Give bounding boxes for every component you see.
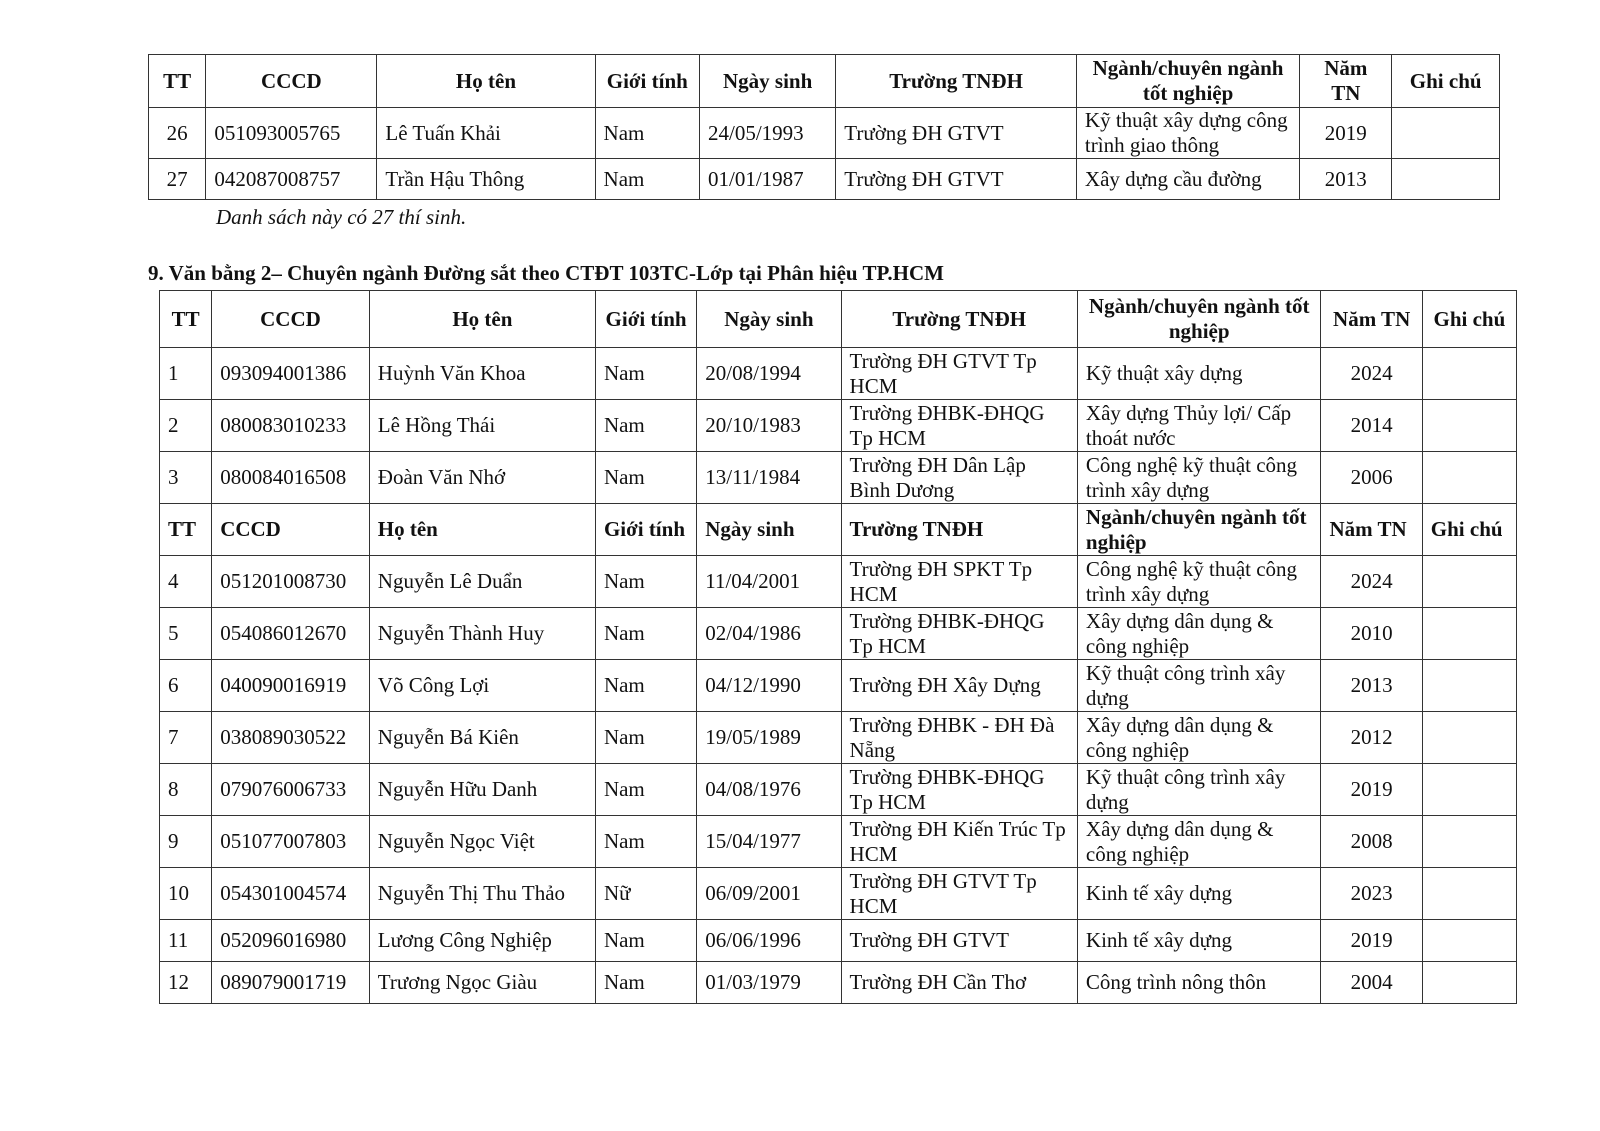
header-ngay-sinh: Ngày sinh	[700, 55, 836, 108]
cell-ho-ten: Nguyễn Lê Duẩn	[369, 556, 595, 608]
cell-cccd: 038089030522	[212, 712, 370, 764]
cell-ghi-chu	[1422, 608, 1516, 660]
table-row	[160, 608, 1517, 660]
table-header-row	[160, 291, 1517, 348]
cell-ngay-sinh: 04/12/1990	[697, 660, 841, 712]
cell-cccd: 040090016919	[212, 660, 370, 712]
cell-tt: 7	[160, 712, 212, 764]
cell-nam-tn: 2019	[1321, 764, 1422, 816]
cell-ngay-sinh: 24/05/1993	[700, 108, 836, 159]
cell-nam-tn: 2012	[1321, 712, 1422, 764]
cell-ghi-chu	[1422, 400, 1516, 452]
cell-ho-ten: Lê Hồng Thái	[369, 400, 595, 452]
cell-tt: 1	[160, 348, 212, 400]
cell-nam-tn: 2019	[1300, 108, 1392, 159]
header-ho-ten: Họ tên	[369, 291, 595, 348]
cell-tt: 5	[160, 608, 212, 660]
cell-tt: 9	[160, 816, 212, 868]
cell-ngay-sinh: Ngày sinh	[697, 504, 841, 556]
repeated-header-row	[160, 504, 1517, 556]
header-nganh: Ngành/chuyên ngành tốt nghiệp	[1077, 291, 1321, 348]
cell-truong: Trường ĐH GTVT	[836, 159, 1077, 200]
cell-ho-ten: Võ Công Lợi	[369, 660, 595, 712]
candidate-table-previous	[148, 54, 1500, 200]
cell-ngay-sinh: 11/04/2001	[697, 556, 841, 608]
cell-ngay-sinh: 15/04/1977	[697, 816, 841, 868]
cell-truong: Trường ĐHBK - ĐH Đà Nẵng	[841, 712, 1077, 764]
cell-ghi-chu	[1392, 159, 1500, 200]
candidate-count-note: Danh sách này có 27 thí sinh.	[216, 205, 467, 229]
header-ghi-chu: Ghi chú	[1392, 55, 1500, 108]
cell-gioi-tinh: Nam	[595, 556, 696, 608]
cell-nganh: Xây dựng dân dụng & công nghiệp	[1077, 608, 1321, 660]
cell-cccd: 093094001386	[212, 348, 370, 400]
header-cccd: CCCD	[212, 291, 370, 348]
cell-gioi-tinh: Nam	[595, 962, 696, 1004]
cell-ho-ten: Nguyễn Ngọc Việt	[369, 816, 595, 868]
cell-truong: Trường ĐH SPKT Tp HCM	[841, 556, 1077, 608]
cell-ghi-chu	[1422, 764, 1516, 816]
header-tt: TT	[160, 291, 212, 348]
cell-gioi-tinh: Giới tính	[595, 504, 696, 556]
cell-ghi-chu	[1422, 660, 1516, 712]
cell-ngay-sinh: 01/03/1979	[697, 962, 841, 1004]
cell-tt: 26	[149, 108, 206, 159]
cell-nam-tn: 2024	[1321, 348, 1422, 400]
cell-ngay-sinh: 06/06/1996	[697, 920, 841, 962]
cell-ngay-sinh: 04/08/1976	[697, 764, 841, 816]
cell-tt: 12	[160, 962, 212, 1004]
header-cccd: CCCD	[206, 55, 377, 108]
table-row	[160, 764, 1517, 816]
cell-nganh: Kinh tế xây dựng	[1077, 920, 1321, 962]
cell-cccd: 052096016980	[212, 920, 370, 962]
header-ghi-chu: Ghi chú	[1422, 291, 1516, 348]
header-nam-tn: Năm TN	[1321, 291, 1422, 348]
table-row	[160, 962, 1517, 1004]
header-gioi-tinh: Giới tính	[595, 55, 699, 108]
cell-tt: 27	[149, 159, 206, 200]
cell-ghi-chu: Ghi chú	[1422, 504, 1516, 556]
cell-gioi-tinh: Nam	[595, 108, 699, 159]
cell-nganh: Xây dựng Thủy lợi/ Cấp thoát nước	[1077, 400, 1321, 452]
cell-nganh: Xây dựng cầu đường	[1076, 159, 1299, 200]
cell-nam-tn: 2024	[1321, 556, 1422, 608]
cell-nam-tn: 2014	[1321, 400, 1422, 452]
header-ngay-sinh: Ngày sinh	[697, 291, 841, 348]
cell-nam-tn: 2006	[1321, 452, 1422, 504]
cell-truong: Trường ĐHBK-ĐHQG Tp HCM	[841, 608, 1077, 660]
cell-truong: Trường ĐH Dân Lập Bình Dương	[841, 452, 1077, 504]
cell-truong: Trường ĐH Cần Thơ	[841, 962, 1077, 1004]
cell-nganh: Ngành/chuyên ngành tốt nghiệp	[1077, 504, 1321, 556]
cell-ngay-sinh: 19/05/1989	[697, 712, 841, 764]
header-truong: Trường TNĐH	[836, 55, 1077, 108]
cell-nganh: Công trình nông thôn	[1077, 962, 1321, 1004]
cell-ngay-sinh: 13/11/1984	[697, 452, 841, 504]
cell-gioi-tinh: Nam	[595, 764, 696, 816]
cell-ghi-chu	[1422, 868, 1516, 920]
cell-tt: 11	[160, 920, 212, 962]
header-truong: Trường TNĐH	[841, 291, 1077, 348]
cell-gioi-tinh: Nam	[595, 159, 699, 200]
cell-nganh: Xây dựng dân dụng & công nghiệp	[1077, 712, 1321, 764]
table-header-row	[149, 55, 1500, 108]
cell-ho-ten: Trương Ngọc Giàu	[369, 962, 595, 1004]
cell-nganh: Kỹ thuật xây dựng	[1077, 348, 1321, 400]
cell-truong: Trường ĐH Xây Dựng	[841, 660, 1077, 712]
cell-nam-tn: 2010	[1321, 608, 1422, 660]
cell-gioi-tinh: Nam	[595, 920, 696, 962]
cell-nam-tn: 2008	[1321, 816, 1422, 868]
cell-ngay-sinh: 01/01/1987	[700, 159, 836, 200]
cell-gioi-tinh: Nam	[595, 816, 696, 868]
cell-ghi-chu	[1422, 920, 1516, 962]
cell-ho-ten: Nguyễn Thành Huy	[369, 608, 595, 660]
table-row	[160, 920, 1517, 962]
cell-cccd: 054086012670	[212, 608, 370, 660]
cell-cccd: 051201008730	[212, 556, 370, 608]
cell-ghi-chu	[1422, 816, 1516, 868]
cell-nganh: Kỹ thuật công trình xây dựng	[1077, 764, 1321, 816]
cell-ho-ten: Huỳnh Văn Khoa	[369, 348, 595, 400]
cell-cccd: 051093005765	[206, 108, 377, 159]
cell-tt: TT	[160, 504, 212, 556]
cell-truong: Trường ĐH GTVT	[841, 920, 1077, 962]
candidate-table-section-9	[159, 290, 1517, 1004]
cell-cccd: 051077007803	[212, 816, 370, 868]
cell-ngay-sinh: 06/09/2001	[697, 868, 841, 920]
cell-nam-tn: Năm TN	[1321, 504, 1422, 556]
cell-ghi-chu	[1422, 962, 1516, 1004]
table-row	[149, 108, 1500, 159]
table-row	[160, 556, 1517, 608]
cell-tt: 10	[160, 868, 212, 920]
table-row	[160, 816, 1517, 868]
cell-ngay-sinh: 02/04/1986	[697, 608, 841, 660]
header-nganh: Ngành/chuyên ngành tốt nghiệp	[1076, 55, 1299, 108]
cell-ngay-sinh: 20/08/1994	[697, 348, 841, 400]
cell-truong: Trường ĐH GTVT	[836, 108, 1077, 159]
cell-cccd: 054301004574	[212, 868, 370, 920]
table-row	[149, 159, 1500, 200]
cell-nam-tn: 2013	[1321, 660, 1422, 712]
cell-nam-tn: 2004	[1321, 962, 1422, 1004]
cell-nam-tn: 2023	[1321, 868, 1422, 920]
cell-gioi-tinh: Nam	[595, 712, 696, 764]
cell-nganh: Kinh tế xây dựng	[1077, 868, 1321, 920]
cell-ho-ten: Họ tên	[369, 504, 595, 556]
cell-gioi-tinh: Nam	[595, 348, 696, 400]
cell-ho-ten: Lê Tuấn Khải	[377, 108, 595, 159]
cell-nganh: Công nghệ kỹ thuật công trình xây dựng	[1077, 556, 1321, 608]
cell-gioi-tinh: Nam	[595, 400, 696, 452]
header-tt: TT	[149, 55, 206, 108]
header-ho-ten: Họ tên	[377, 55, 595, 108]
cell-gioi-tinh: Nam	[595, 608, 696, 660]
cell-tt: 2	[160, 400, 212, 452]
cell-ho-ten: Nguyễn Bá Kiên	[369, 712, 595, 764]
table-row	[160, 452, 1517, 504]
cell-nganh: Công nghệ kỹ thuật công trình xây dựng	[1077, 452, 1321, 504]
cell-cccd: 089079001719	[212, 962, 370, 1004]
cell-tt: 8	[160, 764, 212, 816]
table-row	[160, 712, 1517, 764]
cell-nganh: Kỹ thuật công trình xây dựng	[1077, 660, 1321, 712]
table-row	[160, 348, 1517, 400]
cell-ngay-sinh: 20/10/1983	[697, 400, 841, 452]
cell-truong: Trường TNĐH	[841, 504, 1077, 556]
header-gioi-tinh: Giới tính	[595, 291, 696, 348]
cell-ho-ten: Đoàn Văn Nhớ	[369, 452, 595, 504]
cell-truong: Trường ĐH GTVT Tp HCM	[841, 348, 1077, 400]
cell-ghi-chu	[1422, 348, 1516, 400]
cell-gioi-tinh: Nữ	[595, 868, 696, 920]
cell-truong: Trường ĐH GTVT Tp HCM	[841, 868, 1077, 920]
cell-ghi-chu	[1392, 108, 1500, 159]
cell-cccd: CCCD	[212, 504, 370, 556]
cell-nam-tn: 2019	[1321, 920, 1422, 962]
cell-ghi-chu	[1422, 712, 1516, 764]
cell-nganh: Xây dựng dân dụng & công nghiệp	[1077, 816, 1321, 868]
cell-tt: 3	[160, 452, 212, 504]
cell-truong: Trường ĐHBK-ĐHQG Tp HCM	[841, 764, 1077, 816]
cell-gioi-tinh: Nam	[595, 452, 696, 504]
cell-ho-ten: Lương Công Nghiệp	[369, 920, 595, 962]
cell-tt: 4	[160, 556, 212, 608]
table-row	[160, 868, 1517, 920]
header-nam-tn: Năm TN	[1300, 55, 1392, 108]
cell-gioi-tinh: Nam	[595, 660, 696, 712]
table-row	[160, 400, 1517, 452]
cell-cccd: 042087008757	[206, 159, 377, 200]
cell-tt: 6	[160, 660, 212, 712]
cell-nganh: Kỹ thuật xây dựng công trình giao thông	[1076, 108, 1299, 159]
cell-ho-ten: Nguyễn Thị Thu Thảo	[369, 868, 595, 920]
cell-cccd: 080083010233	[212, 400, 370, 452]
cell-truong: Trường ĐH Kiến Trúc Tp HCM	[841, 816, 1077, 868]
cell-cccd: 079076006733	[212, 764, 370, 816]
cell-cccd: 080084016508	[212, 452, 370, 504]
section-heading: 9. Văn bằng 2– Chuyên ngành Đường sắt theo CTĐT 103TC-Lớp tại Phân hiệu TP.HCM	[148, 261, 944, 285]
cell-ghi-chu	[1422, 556, 1516, 608]
table-row	[160, 660, 1517, 712]
cell-nam-tn: 2013	[1300, 159, 1392, 200]
cell-ghi-chu	[1422, 452, 1516, 504]
cell-truong: Trường ĐHBK-ĐHQG Tp HCM	[841, 400, 1077, 452]
cell-ho-ten: Nguyễn Hữu Danh	[369, 764, 595, 816]
cell-ho-ten: Trần Hậu Thông	[377, 159, 595, 200]
